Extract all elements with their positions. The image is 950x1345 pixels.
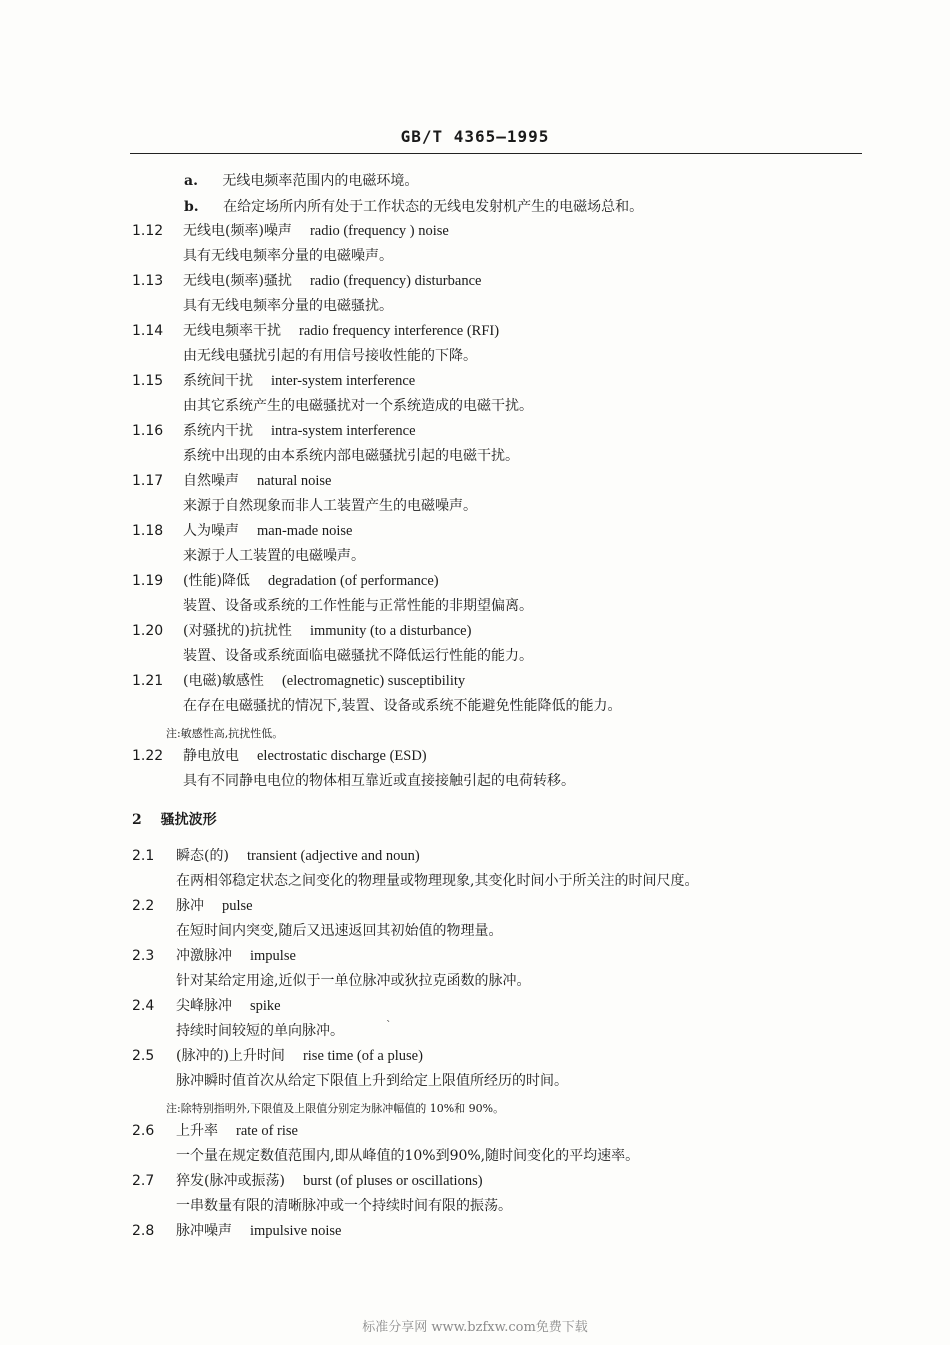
entry-number: 2.6	[132, 1123, 155, 1139]
term-zh: 上升率	[176, 1123, 218, 1139]
term-zh: 无线电频率干扰	[183, 323, 281, 339]
entry-number: 1.13	[132, 273, 164, 289]
term-zh: 无线电(频率)骚扰	[183, 273, 292, 289]
term-zh: 脉冲	[176, 898, 204, 914]
term-zh: 无线电(频率)噪声	[183, 223, 292, 239]
term-en: impulse	[250, 948, 296, 964]
term-en: natural noise	[257, 473, 332, 489]
term-en: radio (frequency ) noise	[309, 223, 449, 239]
note: 注:除特别指明外,下限值及上限值分别定为脉冲幅值的 10%和 90%。	[166, 1102, 505, 1115]
entry-definition: 系统中出现的由本系统内部电磁骚扰引起的电磁干扰。	[183, 448, 519, 464]
term-en: impulsive noise	[250, 1223, 342, 1239]
term-zh: 尖峰脉冲	[176, 998, 232, 1014]
term-en: (electromagnetic) susceptibility	[281, 673, 466, 689]
entry-term	[183, 272, 481, 290]
entry-term	[183, 747, 427, 765]
entry-number: 1.16	[132, 423, 164, 439]
term-en: inter-system interference	[271, 373, 416, 389]
header-rule	[130, 153, 862, 154]
entry-definition: 由无线电骚扰引起的有用信号接收性能的下降。	[183, 348, 477, 364]
footer-watermark: 标准分享网 www.bzfxw.com免费下载	[362, 1320, 588, 1335]
term-zh: 脉冲噪声	[176, 1223, 232, 1239]
entry-number: 1.19	[132, 573, 164, 589]
term-en: transient (adjective and noun)	[246, 848, 420, 864]
list-item-b	[184, 198, 643, 216]
term-en: immunity (to a disturbance)	[309, 623, 472, 639]
entry-definition: 具有无线电频率分量的电磁噪声。	[183, 248, 393, 264]
term-en: degradation (of performance)	[267, 573, 439, 589]
list-text: 无线电频率范围内的电磁环境。	[222, 173, 419, 189]
entry-term	[183, 222, 449, 240]
term-en: pulse	[222, 898, 253, 914]
entry-definition: 一个量在规定数值范围内,即从峰值的10%到90%,随时间变化的平均速率。	[176, 1148, 640, 1164]
entry-term	[176, 1222, 341, 1240]
term-zh: (电磁)敏感性	[183, 673, 264, 689]
entry-term	[176, 1172, 483, 1190]
entry-definition: 具有无线电频率分量的电磁骚扰。	[183, 298, 393, 314]
entry-definition: 装置、设备或系统的工作性能与正常性能的非期望偏离。	[183, 598, 533, 614]
entry-definition: 持续时间较短的单向脉冲。	[176, 1023, 344, 1039]
term-zh: 系统间干扰	[183, 373, 253, 389]
entry-number: 2.4	[132, 998, 155, 1014]
entry-number: 1.14	[132, 323, 164, 339]
term-zh: 自然噪声	[183, 473, 239, 489]
term-en: radio (frequency) disturbance	[309, 273, 482, 289]
list-text: 在给定场所内所有处于工作状态的无线电发射机产生的电磁场总和。	[223, 199, 644, 215]
term-en: burst (of pluses or oscillations)	[302, 1173, 483, 1189]
term-zh: 瞬态(的)	[176, 848, 229, 864]
entry-definition: 在短时间内突变,随后又迅速返回其初始值的物理量。	[176, 923, 503, 939]
entry-definition: 一串数量有限的清晰脉冲或一个持续时间有限的振荡。	[176, 1198, 512, 1214]
note: 注:敏感性高,抗扰性低。	[166, 727, 284, 740]
entry-definition: 针对某给定用途,近似于一单位脉冲或狄拉克函数的脉冲。	[176, 973, 531, 989]
entry-number: 2.1	[132, 848, 155, 864]
standard-code-header: GB/T 4365—1995	[400, 127, 550, 146]
entry-definition: 来源于自然现象而非人工装置产生的电磁噪声。	[183, 498, 477, 514]
term-en: rate of rise	[236, 1123, 298, 1139]
entry-definition: 在两相邻稳定状态之间变化的物理量或物理现象,其变化时间小于所关注的时间尺度。	[176, 873, 699, 889]
term-zh: 系统内干扰	[183, 423, 253, 439]
term-zh: 猝发(脉冲或振荡)	[176, 1173, 285, 1189]
entry-number: 2.3	[132, 948, 155, 964]
entry-term	[176, 947, 296, 965]
term-zh: (脉冲的)上升时间	[176, 1048, 285, 1064]
entry-number: 2.8	[132, 1223, 155, 1239]
entry-term	[183, 422, 416, 440]
stray-mark: ˋ	[386, 1019, 392, 1032]
entry-term	[183, 372, 415, 390]
term-en: electrostatic discharge (ESD)	[257, 748, 427, 764]
entry-number: 1.20	[132, 623, 164, 639]
term-zh: (性能)降低	[183, 573, 250, 589]
entry-term	[183, 472, 332, 490]
term-en: man-made noise	[257, 523, 353, 539]
entry-number: 1.17	[132, 473, 164, 489]
term-zh: 人为噪声	[183, 523, 239, 539]
entry-definition: 具有不同静电电位的物体相互靠近或直接接触引起的电荷转移。	[183, 773, 575, 789]
entry-term	[183, 322, 499, 340]
term-en: spike	[250, 998, 281, 1014]
term-en: intra-system interference	[271, 423, 416, 439]
entry-number: 1.18	[132, 523, 164, 539]
entry-term	[176, 997, 281, 1015]
entry-number: 2.7	[132, 1173, 155, 1189]
term-en: rise time (of a pluse)	[302, 1048, 423, 1064]
entry-term	[183, 572, 439, 590]
entry-term	[183, 672, 465, 690]
term-zh: (对骚扰的)抗扰性	[183, 623, 292, 639]
entry-number: 1.22	[132, 748, 164, 764]
section-heading	[132, 809, 217, 829]
entry-term	[176, 1122, 298, 1140]
entry-definition: 装置、设备或系统面临电磁骚扰不降低运行性能的能力。	[183, 648, 533, 664]
entry-definition: 由其它系统产生的电磁骚扰对一个系统造成的电磁干扰。	[183, 398, 533, 414]
term-zh: 静电放电	[183, 748, 239, 764]
entry-term	[176, 847, 420, 865]
entry-term	[183, 622, 471, 640]
entry-number: 1.15	[132, 373, 164, 389]
list-item-a	[184, 172, 418, 190]
entry-definition: 来源于人工装置的电磁噪声。	[183, 548, 365, 564]
entry-term	[183, 522, 352, 540]
entry-number: 1.12	[132, 223, 164, 239]
entry-number: 1.21	[132, 673, 164, 689]
term-en: radio frequency interference (RFI)	[299, 323, 500, 339]
section-number: 2	[132, 812, 142, 828]
entry-term	[176, 897, 253, 915]
entry-definition: 在存在电磁骚扰的情况下,装置、设备或系统不能避免性能降低的能力。	[183, 698, 622, 714]
entry-number: 2.2	[132, 898, 155, 914]
section-title: 骚扰波形	[160, 812, 217, 828]
entry-term	[176, 1047, 423, 1065]
list-label: a.	[184, 173, 198, 189]
entry-number: 2.5	[132, 1048, 155, 1064]
term-zh: 冲激脉冲	[176, 948, 232, 964]
list-label: b.	[184, 199, 199, 215]
entry-definition: 脉冲瞬时值首次从给定下限值上升到给定上限值所经历的时间。	[176, 1073, 568, 1089]
